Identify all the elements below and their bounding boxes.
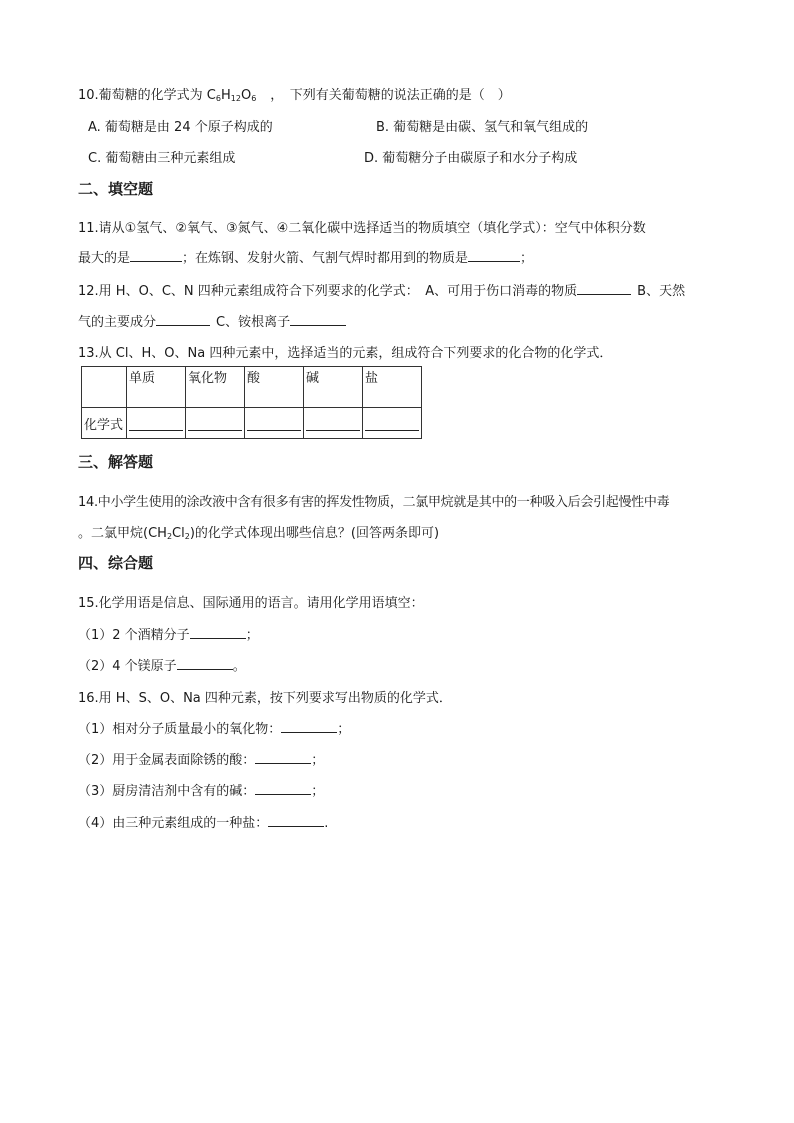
table-answer-cell[interactable] (186, 408, 245, 439)
answer-blank[interactable] (190, 626, 246, 639)
answer-blank[interactable] (306, 430, 360, 431)
q10-option-b: B. 葡萄糖是由碳、氢气和氧气组成的 (376, 120, 589, 135)
table-answer-cell[interactable] (245, 408, 304, 439)
table-header-cell: 盐 (363, 367, 422, 408)
answer-blank[interactable] (290, 313, 346, 326)
table-row-label: 化学式 (82, 408, 127, 439)
section-heading-answer: 三、解答题 (78, 453, 154, 471)
q15-item-2: （2）4 个镁原子 。 (78, 659, 246, 674)
q10-option-c: C. 葡萄糖由三种元素组成 (88, 151, 236, 166)
q10-option-d: D. 葡萄糖分子由碳原子和水分子构成 (364, 151, 578, 166)
section-heading-fill-in: 二、填空题 (78, 180, 154, 198)
answer-blank[interactable] (156, 313, 210, 326)
q15-stem: 15.化学用语是信息、国际通用的语言。请用化学用语填空： (78, 596, 424, 611)
q15-item-1: （1）2 个酒精分子 ； (78, 628, 259, 643)
answer-blank[interactable] (577, 282, 631, 295)
table-answer-cell[interactable] (127, 408, 186, 439)
q11-line2: 最大的是 ；在炼钢、发射火箭、气割气焊时都用到的物质是 ； (78, 251, 534, 266)
section-heading-comprehensive: 四、综合题 (78, 554, 154, 572)
q10-option-a: A. 葡萄糖是由 24 个原子构成的 (88, 120, 273, 135)
q14-line2: 。二氯甲烷$(CH_2Cl_2)$的化学式体现出哪些信息？(回答两条即可) (78, 526, 440, 541)
answer-blank[interactable] (468, 249, 520, 262)
table-header-cell: 酸 (245, 367, 304, 408)
answer-blank[interactable] (255, 751, 311, 764)
answer-blank[interactable] (268, 814, 324, 827)
answer-blank[interactable] (247, 430, 301, 431)
q12-line2: 气的主要成分 C、铵根离子 (78, 311, 346, 330)
q16-stem: 16.用 H、S、O、Na 四种元素，按下列要求写出物质的化学式． (78, 691, 452, 706)
table-header-cell: 氧化物 (186, 367, 245, 408)
answer-blank[interactable] (129, 430, 183, 431)
q16-item-2: （2）用于金属表面除锈的酸： ； (78, 753, 325, 768)
table-corner-cell (82, 367, 127, 408)
q10-stem: 10.葡萄糖的化学式为 $C_6H_{12}O_6$ ， 下列有关葡萄糖的说法正确的是（ ） (78, 88, 511, 103)
answer-blank[interactable] (365, 430, 419, 431)
q12-line1: 12.用 H、O、C、N 四种元素组成符合下列要求的化学式： A、可用于伤口消毒的物质 B、天然 (78, 284, 686, 299)
answer-blank[interactable] (281, 720, 337, 733)
table-answer-cell[interactable] (304, 408, 363, 439)
table-answer-cell[interactable] (363, 408, 422, 439)
answer-blank[interactable] (188, 430, 242, 431)
table-header-cell: 碱 (304, 367, 363, 408)
q16-item-4: （4）由三种元素组成的一种盐： . (78, 816, 329, 831)
answer-blank[interactable] (177, 657, 233, 670)
q13-stem: 13.从 Cl、H、O、Na 四种元素中，选择适当的元素，组成符合下列要求的化合物的化学式． (78, 346, 613, 361)
table-header-cell: 单质 (127, 367, 186, 408)
answer-blank[interactable] (130, 249, 182, 262)
q14-line1: 14.中小学生使用的涂改液中含有很多有害的挥发性物质，二氯甲烷就是其中的一种吸入后会引起慢性中毒 (78, 495, 670, 510)
answer-blank[interactable] (255, 782, 311, 795)
q16-item-1: （1）相对分子质量最小的氧化物： ； (78, 722, 351, 737)
q11-line1: 11.请从①氢气、②氧气、③氮气、④二氧化碳中选择适当的物质填空（填化学式）：空气中体积分数 (78, 221, 646, 236)
q16-item-3: （3）厨房清洁剂中含有的碱： ； (78, 784, 325, 799)
q13-answer-table (81, 366, 422, 439)
